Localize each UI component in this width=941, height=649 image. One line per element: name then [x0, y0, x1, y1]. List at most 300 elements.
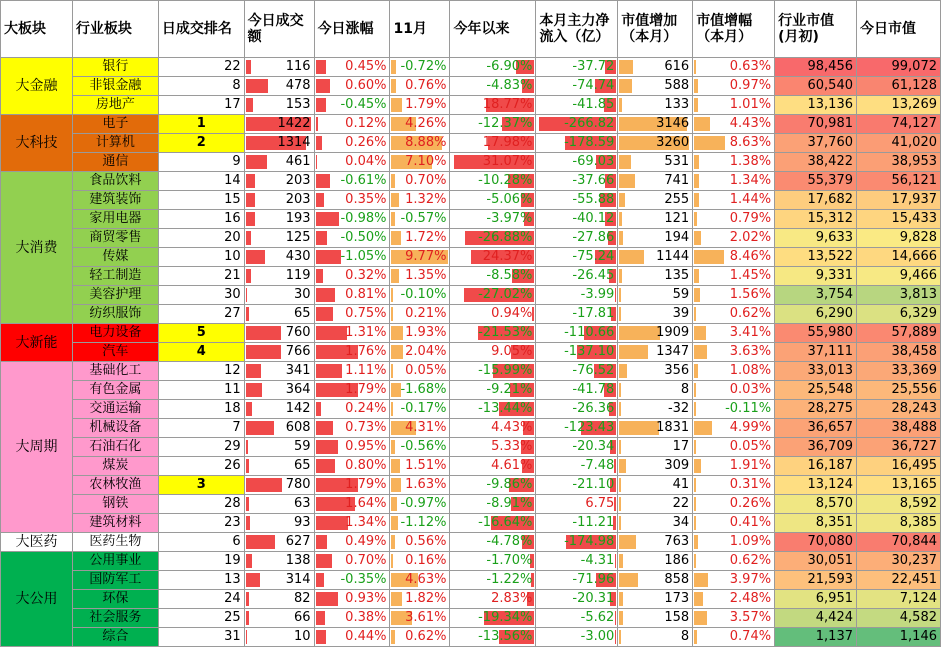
cell-value: 0.70% [405, 173, 447, 188]
cell-sector [72, 153, 158, 172]
cell-ytd [450, 286, 536, 305]
data-bar [694, 573, 708, 587]
cell-value: 4.99% [729, 420, 772, 435]
cell-value: 65 [294, 306, 311, 321]
cell-value: -26.88% [478, 230, 533, 245]
data-bar [316, 459, 335, 473]
table-row [1, 77, 941, 96]
cell-mcap_pct [693, 172, 775, 191]
cell-value: 房地产 [95, 97, 135, 112]
cell-value: 1,146 [899, 629, 937, 644]
data-bar [694, 440, 696, 454]
cell-mcap_start [775, 476, 857, 495]
cell-rank [158, 438, 244, 457]
cell-value: -0.61% [340, 173, 387, 188]
cell-sector [72, 362, 158, 381]
cell-value: 8.63% [729, 135, 772, 150]
cell-value: 7,124 [899, 591, 937, 606]
cell-value: 158 [664, 610, 690, 625]
cell-value: 8 [232, 78, 241, 93]
cell-sector [72, 191, 158, 210]
data-bar [246, 573, 260, 587]
cell-today [314, 324, 390, 343]
cell-value: 0.44% [345, 629, 387, 644]
cell-today [314, 571, 390, 590]
cell-value: 1.45% [729, 268, 772, 283]
data-bar [694, 516, 696, 530]
cell-value: -55.88 [572, 192, 615, 207]
table-row [1, 58, 941, 77]
cell-mcap_now [857, 628, 941, 647]
cell-mcap_add [618, 400, 693, 419]
cell-vol [244, 476, 314, 495]
cell-mcap_start [775, 96, 857, 115]
cell-value: 13 [224, 572, 241, 587]
cell-mcap_now [857, 134, 941, 153]
cell-rank [158, 457, 244, 476]
data-bar [619, 98, 622, 112]
data-bar [694, 193, 699, 207]
data-bar [391, 98, 401, 112]
cell-mcap_add [618, 343, 693, 362]
cell-value: 34 [672, 515, 690, 530]
data-bar [694, 478, 696, 492]
cell-mcap_add [618, 191, 693, 210]
cell-ytd [450, 248, 536, 267]
data-bar [619, 630, 620, 644]
cell-today [314, 229, 390, 248]
cell-flow [536, 343, 618, 362]
cell-value: 煤炭 [102, 458, 129, 473]
cell-value: 203 [285, 173, 311, 188]
cell-mcap_pct [693, 305, 775, 324]
cell-mcap_now [857, 571, 941, 590]
data-bar [694, 212, 697, 226]
data-bar [619, 345, 648, 359]
cell-value: -4.78% [486, 534, 533, 549]
cell-value: 17,937 [891, 192, 937, 207]
cell-mcap_now [857, 229, 941, 248]
cell-value: 1.01% [729, 97, 772, 112]
data-bar [391, 459, 400, 473]
table-row [1, 438, 941, 457]
data-bar [246, 402, 253, 416]
data-bar [619, 383, 620, 397]
cell-value: 59 [672, 287, 690, 302]
cell-value: 13,136 [807, 97, 853, 112]
data-bar [619, 497, 620, 511]
cell-mcap_add [618, 115, 693, 134]
data-bar [316, 535, 328, 549]
cell-value: -5.06% [486, 192, 533, 207]
cell-value: 19 [224, 553, 241, 568]
table-row [1, 115, 941, 134]
col-mcap-add-header: 市值增加（本月） [618, 1, 693, 58]
cell-value: 0.49% [345, 534, 387, 549]
cell-value: -26.45 [572, 268, 615, 283]
data-bar [694, 497, 696, 511]
cell-value: -0.50% [340, 230, 387, 245]
cell-value: 7.10% [405, 154, 447, 169]
cell-value: 1.56% [729, 287, 772, 302]
cell-value: 6,951 [815, 591, 853, 606]
cell-value: 16 [224, 211, 241, 226]
cell-value: 3.57% [729, 610, 772, 625]
cell-value: 17 [224, 97, 241, 112]
cell-ytd [450, 134, 536, 153]
cell-value: 18 [224, 401, 241, 416]
cell-value: 0.35% [345, 192, 387, 207]
cell-mcap_add [618, 552, 693, 571]
cell-value: 食品饮料 [89, 173, 142, 188]
cell-value: 9 [232, 154, 241, 169]
data-bar [391, 288, 392, 302]
cell-value: 2.48% [729, 591, 772, 606]
cell-value: 341 [285, 363, 311, 378]
cell-ytd [450, 305, 536, 324]
cell-ytd [450, 552, 536, 571]
cell-nov [390, 267, 450, 286]
data-bar [246, 383, 263, 397]
cell-value: 1.63% [405, 477, 447, 492]
cell-mcap_pct [693, 153, 775, 172]
data-bar [316, 212, 339, 226]
cell-value: 1.76% [345, 344, 387, 359]
cell-value: -0.11% [725, 401, 772, 416]
cell-mcap_now [857, 533, 941, 552]
table-row [1, 457, 941, 476]
cell-vol [244, 571, 314, 590]
cell-value: 基础化工 [89, 363, 142, 378]
data-bar [614, 497, 616, 511]
cell-mcap_add [618, 571, 693, 590]
cell-mcap_start [775, 419, 857, 438]
cell-mcap_now [857, 191, 941, 210]
cell-value: 8,385 [899, 515, 937, 530]
cell-value: 1.91% [729, 458, 772, 473]
cell-rank [158, 172, 244, 191]
cell-today [314, 191, 390, 210]
data-bar [615, 288, 617, 302]
cell-ytd [450, 533, 536, 552]
col-mcap-pct-header: 市值增幅（本月） [693, 1, 775, 58]
data-bar [316, 231, 328, 245]
cell-nov [390, 438, 450, 457]
cell-value: 7 [232, 420, 241, 435]
cell-mcap_add [618, 419, 693, 438]
group-label: 大公用 [1, 552, 73, 647]
cell-value: 2.83% [491, 591, 533, 606]
data-bar [619, 554, 623, 568]
cell-rank [158, 362, 244, 381]
cell-value: 9.05% [491, 344, 533, 359]
cell-value: 2.04% [405, 344, 447, 359]
cell-value: 15,312 [807, 211, 853, 226]
cell-value: 建筑材料 [89, 515, 142, 530]
data-bar [246, 155, 267, 169]
cell-value: 93 [294, 515, 311, 530]
data-bar [391, 478, 400, 492]
cell-mcap_now [857, 210, 941, 229]
data-bar [246, 288, 247, 302]
cell-mcap_now [857, 514, 941, 533]
cell-today [314, 609, 390, 628]
cell-ytd [450, 400, 536, 419]
cell-value: -174.98 [564, 534, 615, 549]
cell-value: 33,369 [891, 363, 937, 378]
cell-value: -26.36 [572, 401, 615, 416]
data-bar [246, 592, 250, 606]
cell-value: 25,556 [891, 382, 937, 397]
cell-flow [536, 400, 618, 419]
data-bar [391, 630, 395, 644]
cell-value: 121 [664, 211, 690, 226]
cell-nov [390, 628, 450, 647]
cell-value: 28,275 [807, 401, 853, 416]
cell-value: 27 [224, 306, 241, 321]
cell-vol [244, 362, 314, 381]
cell-mcap_start [775, 400, 857, 419]
cell-value: 4 [196, 344, 206, 359]
cell-value: -1.05% [340, 249, 387, 264]
cell-nov [390, 381, 450, 400]
cell-mcap_add [618, 305, 693, 324]
cell-sector [72, 457, 158, 476]
cell-today [314, 381, 390, 400]
cell-value: -9.86% [486, 477, 533, 492]
data-bar [316, 326, 347, 340]
cell-value: -1.68% [400, 382, 447, 397]
cell-mcap_now [857, 58, 941, 77]
cell-value: 1314 [277, 135, 311, 150]
cell-value: 9,633 [815, 230, 853, 245]
cell-flow [536, 419, 618, 438]
cell-ytd [450, 115, 536, 134]
data-bar [619, 250, 644, 264]
cell-value: 314 [285, 572, 311, 587]
cell-nov [390, 153, 450, 172]
cell-sector [72, 210, 158, 229]
cell-nov [390, 77, 450, 96]
cell-value: 1.31% [345, 325, 387, 340]
data-bar [246, 212, 255, 226]
cell-vol [244, 533, 314, 552]
table-row [1, 153, 941, 172]
data-bar [316, 250, 341, 264]
data-bar [619, 440, 620, 454]
cell-mcap_now [857, 552, 941, 571]
data-bar [694, 98, 698, 112]
cell-mcap_add [618, 267, 693, 286]
cell-rank [158, 267, 244, 286]
cell-value: 22 [224, 59, 241, 74]
cell-value: 电力设备 [89, 325, 142, 340]
cell-mcap_pct [693, 115, 775, 134]
cell-mcap_now [857, 115, 941, 134]
data-bar [694, 136, 725, 150]
data-bar [694, 79, 697, 93]
cell-flow [536, 248, 618, 267]
cell-mcap_add [618, 96, 693, 115]
data-bar [246, 193, 255, 207]
cell-nov [390, 305, 450, 324]
cell-today [314, 419, 390, 438]
cell-flow [536, 552, 618, 571]
cell-mcap_start [775, 438, 857, 457]
cell-value: 轻工制造 [89, 268, 142, 283]
cell-flow [536, 362, 618, 381]
cell-rank [158, 58, 244, 77]
cell-value: 37,760 [807, 135, 853, 150]
data-bar [391, 269, 399, 283]
cell-value: 74,127 [891, 116, 937, 131]
table-row [1, 134, 941, 153]
cell-value: 6,329 [899, 306, 937, 321]
cell-nov [390, 571, 450, 590]
cell-flow [536, 381, 618, 400]
cell-value: -137.10 [564, 344, 615, 359]
cell-rank [158, 305, 244, 324]
data-bar [246, 478, 282, 492]
cell-nov [390, 419, 450, 438]
data-bar [619, 60, 632, 74]
data-bar [246, 421, 274, 435]
data-bar [391, 592, 401, 606]
col-big-sector-header: 大板块 [1, 1, 73, 58]
cell-sector [72, 172, 158, 191]
cell-value: -110.66 [564, 325, 615, 340]
cell-value: 14,666 [891, 249, 937, 264]
cell-nov [390, 400, 450, 419]
cell-nov [390, 590, 450, 609]
cell-mcap_start [775, 267, 857, 286]
cell-ytd [450, 457, 536, 476]
cell-value: 有色金属 [89, 382, 142, 397]
cell-mcap_now [857, 609, 941, 628]
cell-sector [72, 552, 158, 571]
cell-value: 616 [664, 59, 690, 74]
cell-today [314, 476, 390, 495]
cell-mcap_now [857, 77, 941, 96]
cell-rank [158, 191, 244, 210]
cell-value: 20 [224, 230, 241, 245]
cell-nov [390, 229, 450, 248]
cell-flow [536, 514, 618, 533]
cell-mcap_pct [693, 248, 775, 267]
cell-today [314, 172, 390, 191]
col-mcap-start-header: 行业市值(月初) [775, 1, 857, 58]
cell-value: 13,165 [891, 477, 937, 492]
cell-value: 17,682 [807, 192, 853, 207]
cell-ytd [450, 324, 536, 343]
cell-value: 0.62% [729, 553, 772, 568]
cell-value: 763 [664, 534, 690, 549]
cell-value: 38,953 [891, 154, 937, 169]
cell-value: 16,495 [891, 458, 937, 473]
cell-value: -3.00 [580, 629, 615, 644]
cell-value: 3,754 [815, 287, 853, 302]
cell-value: 3 [196, 477, 206, 492]
cell-mcap_now [857, 495, 941, 514]
cell-rank [158, 115, 244, 134]
data-bar [615, 630, 617, 644]
cell-value: -27.02% [478, 287, 533, 302]
cell-flow [536, 172, 618, 191]
table-row [1, 419, 941, 438]
cell-mcap_start [775, 286, 857, 305]
data-bar [316, 402, 322, 416]
cell-today [314, 590, 390, 609]
cell-value: -8.91% [486, 496, 533, 511]
cell-value: 41,020 [891, 135, 937, 150]
cell-ytd [450, 419, 536, 438]
cell-rank [158, 96, 244, 115]
cell-ytd [450, 381, 536, 400]
table-row [1, 495, 941, 514]
cell-value: 传媒 [102, 249, 129, 264]
cell-value: 综合 [102, 629, 129, 644]
cell-value: 1.34% [345, 515, 387, 530]
cell-value: 1144 [656, 249, 690, 264]
cell-mcap_now [857, 419, 941, 438]
table-row [1, 476, 941, 495]
cell-value: -0.98% [340, 211, 387, 226]
cell-value: 4,424 [815, 610, 853, 625]
cell-value: 8.46% [729, 249, 772, 264]
cell-mcap_now [857, 324, 941, 343]
cell-value: 28,243 [891, 401, 937, 416]
cell-today [314, 457, 390, 476]
cell-nov [390, 191, 450, 210]
cell-value: 0.26% [729, 496, 772, 511]
cell-value: 4.61% [491, 458, 533, 473]
cell-mcap_add [618, 210, 693, 229]
cell-sector [72, 381, 158, 400]
cell-mcap_now [857, 400, 941, 419]
cell-value: 22,451 [891, 572, 937, 587]
data-bar [532, 307, 534, 321]
cell-sector [72, 533, 158, 552]
data-bar [316, 307, 334, 321]
cell-vol [244, 286, 314, 305]
cell-today [314, 438, 390, 457]
cell-flow [536, 191, 618, 210]
cell-ytd [450, 495, 536, 514]
cell-today [314, 552, 390, 571]
cell-ytd [450, 343, 536, 362]
cell-value: 65 [294, 458, 311, 473]
cell-value: 8 [680, 629, 690, 644]
cell-vol [244, 552, 314, 571]
cell-value: 环保 [102, 591, 129, 606]
cell-rank [158, 609, 244, 628]
cell-value: 9.77% [405, 249, 447, 264]
cell-value: 美容护理 [89, 287, 142, 302]
cell-value: -8.58% [486, 268, 533, 283]
cell-value: 194 [664, 230, 690, 245]
cell-value: -37.66 [572, 173, 615, 188]
cell-mcap_pct [693, 400, 775, 419]
cell-flow [536, 590, 618, 609]
cell-value: 0.04% [345, 154, 387, 169]
cell-ytd [450, 362, 536, 381]
cell-mcap_start [775, 590, 857, 609]
cell-flow [536, 286, 618, 305]
cell-value: 4.26% [405, 116, 447, 131]
table-row [1, 229, 941, 248]
cell-value: -4.83% [486, 78, 533, 93]
data-bar [619, 174, 635, 188]
